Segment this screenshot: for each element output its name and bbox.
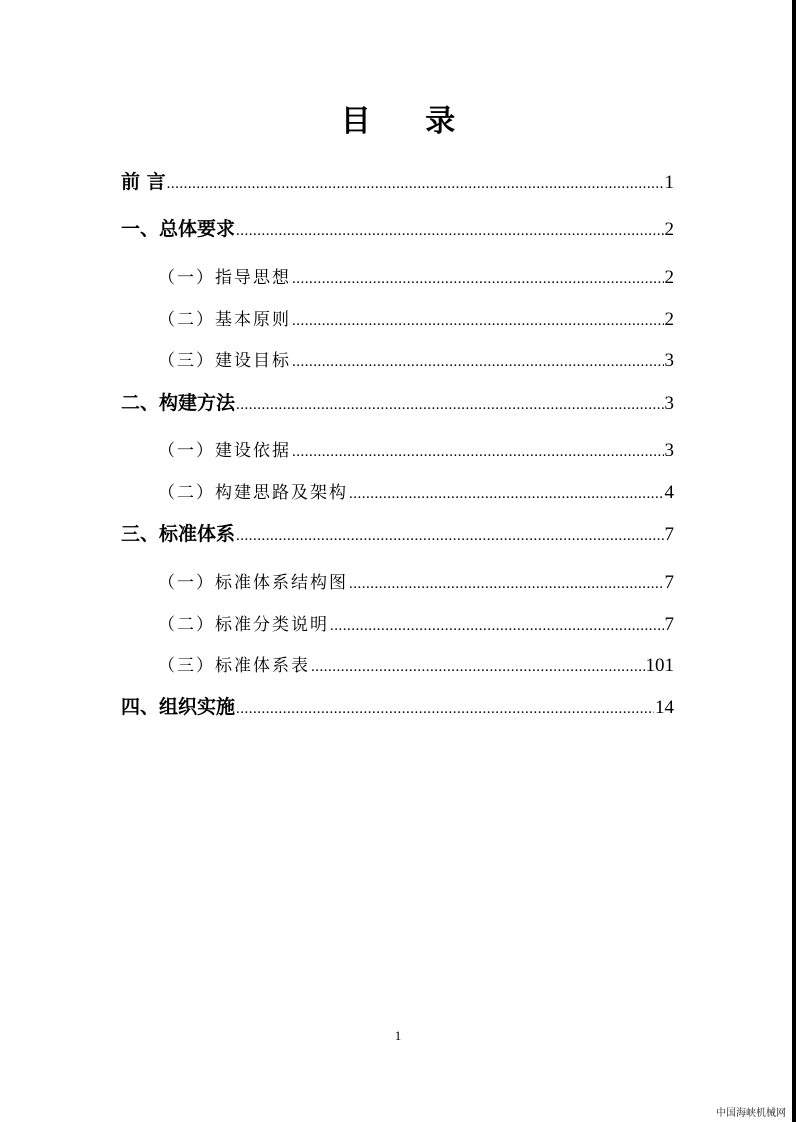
toc-entry-page: 3 <box>664 350 674 371</box>
toc-entry-label: （二）标准分类说明 <box>158 615 329 635</box>
toc-entry[interactable] <box>121 388 674 415</box>
toc-entry-label: （二）基本原则 <box>158 310 291 330</box>
toc-entry-label: （一）标准体系结构图 <box>158 573 348 593</box>
toc-entry[interactable] <box>121 692 674 719</box>
page-title: 目 录 <box>340 104 478 139</box>
toc-entry-label: 四、组织实施 <box>121 696 236 718</box>
toc-dot-leader <box>330 618 664 635</box>
toc-dot-leader <box>349 486 664 503</box>
toc-entry-page: 2 <box>664 219 674 240</box>
toc-entry[interactable] <box>158 346 674 372</box>
toc-dot-leader <box>292 271 664 288</box>
toc-dot-leader <box>167 176 664 193</box>
toc-dot-leader <box>292 313 664 330</box>
toc-entry-label: （三）标准体系表 <box>158 656 310 676</box>
watermark: 中国海峡机械网 <box>716 1108 786 1119</box>
toc-entry-label: 三、标准体系 <box>121 523 236 545</box>
toc-dot-leader <box>311 659 645 676</box>
toc-dot-leader <box>349 576 664 593</box>
toc-entry[interactable] <box>121 167 674 194</box>
toc-entry-label: （三）建设目标 <box>158 351 291 371</box>
toc-entry-page: 2 <box>664 309 674 330</box>
toc-entry-label: （一）指导思想 <box>158 268 291 288</box>
toc-entry-page: 3 <box>664 440 674 461</box>
toc-dot-leader <box>236 701 654 718</box>
toc-dot-leader <box>236 397 663 414</box>
toc-entry-label: 一、总体要求 <box>121 218 236 240</box>
toc-entry-page: 3 <box>664 393 674 414</box>
toc-entry[interactable] <box>121 519 674 546</box>
toc-dot-leader <box>236 223 663 240</box>
toc-entry[interactable] <box>158 436 674 462</box>
toc-entry-label: （二）构建思路及架构 <box>158 483 348 503</box>
toc-entry-page: 7 <box>664 614 674 635</box>
toc-entry[interactable] <box>158 651 674 677</box>
toc-entry[interactable] <box>158 478 674 504</box>
toc-entry-label: （一）建设依据 <box>158 441 291 461</box>
toc-entry[interactable] <box>158 305 674 331</box>
toc-entry[interactable] <box>158 263 674 289</box>
toc-entry-page: 4 <box>664 482 674 503</box>
toc-dot-leader <box>236 528 663 545</box>
toc-entry-page: 2 <box>664 267 674 288</box>
toc-dot-leader <box>292 444 664 461</box>
toc-entry-page: 14 <box>655 697 674 718</box>
toc-entry[interactable] <box>121 214 674 241</box>
toc-entry-page: 101 <box>645 655 674 676</box>
footer-page-number: 1 <box>394 1028 402 1043</box>
toc-entry[interactable] <box>158 568 674 594</box>
toc-entry-page: 7 <box>664 572 674 593</box>
toc-entry-label: 二、构建方法 <box>121 392 236 414</box>
toc-entry-page: 1 <box>664 172 674 193</box>
toc-dot-leader <box>292 354 664 371</box>
toc-entry-page: 7 <box>664 524 674 545</box>
toc-entry-label: 前 言 <box>121 171 166 193</box>
toc-entry[interactable] <box>158 610 674 636</box>
